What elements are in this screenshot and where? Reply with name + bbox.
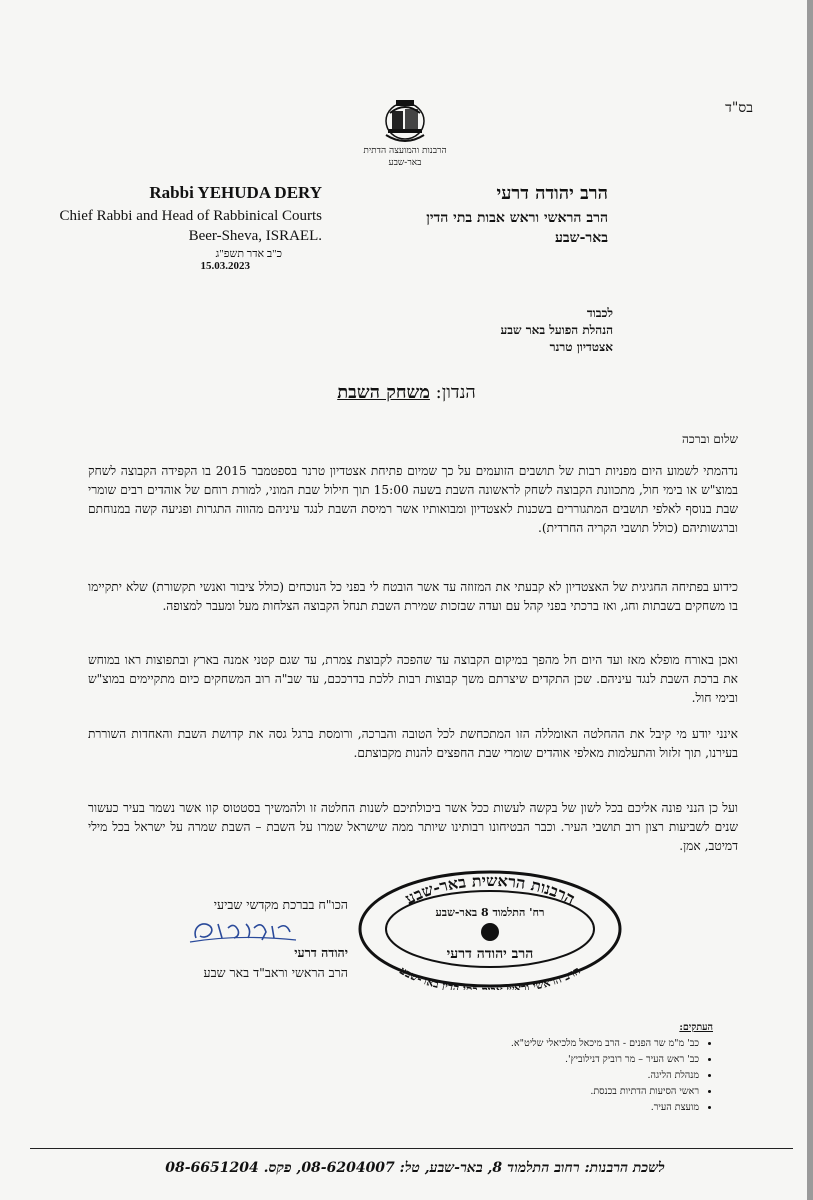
signature-title: הרב הראשי וראב"ד באר שבע [203,965,348,980]
english-city: Beer-Sheva, ISRAEL. [188,228,322,244]
copies-item: • ראשי הסיעות הדתיות בכנסת. [293,1084,699,1100]
addressee-line-3: אצטדיון טרנר [549,340,613,354]
scan-edge [807,0,813,1200]
hebrew-title: הרב הראשי וראש אבות בתי הדין [426,210,608,226]
hebrew-letterhead [308,183,608,248]
copies-title: העתקים: [679,1022,713,1033]
hebrew-name: הרב יהודה דרעי [496,183,608,204]
rabbinate-emblem [350,95,460,169]
handwritten-signature [188,914,298,946]
subject-prefix: הנדון: [435,382,476,403]
emblem-text-2: באר-שבע [388,158,422,168]
stamp-name: הרב יהודה דרעי [446,946,534,962]
english-name: Rabbi YEHUDA DERY [149,183,322,202]
svg-text:הרבנות הראשית באר-שבע [402,871,579,909]
emblem-text-1: הרבנות והמועצה הדתית [363,146,447,156]
stamp-emblem-icon [481,923,499,941]
footer-contact: לשכת הרבנות: רחוב התלמוד 8, באר-שבע, טל: 08-6204007, פקס. 08-6651204 [165,1160,665,1176]
bsd-mark: בס"ד [725,100,753,116]
gregorian-date: 15.03.2023 [200,260,250,272]
rabbinate-stamp [355,868,625,990]
emblem-icon [378,95,432,145]
stamp-address: רח' התלמוד 8 באר-שבע [435,906,545,919]
greeting: שלום וברכה [682,432,738,446]
body-paragraph-3: ואכן באורח מופלא מאז ועד היום חל מהפך במיקום הקבוצה עד שהפכה לקבוצת צמרת, עד שגם קטני אמנה בארץ ובתפוצות ראו במוחש את ברכת השבת לנגד עיניהם. שכן התקדים שיצרתם משך קבוצות רבות ללכת בדרככם, עד שב"ה רוב המשחקים כיום מתקיימים במוצ"ש ובימי חול. [88,653,738,705]
signature-closing: הכו"ח בברכת מקדשי שביעי [213,897,348,912]
signature-name: יהודה דרעי [294,945,348,960]
subject-line [0,382,813,403]
stamp-bottom-text: הרב הראשי וראש תי הדין באר-שבע [397,964,583,990]
addressee-block [293,305,613,356]
body-paragraph-5: ועל כן הנני פונה אליכם בכל לשון של בקשה לעשות ככל אשר ביכולתיכם לשנות החלטה זו ולהמשיך בסטטוס קוו אשר נשמר בעיר כעשור שנים לשביעות רצון רוב תושבי העיר. וכבר הבטיחונו רבותינו שיותר ממה שישראל שמרו על השבת – השבת שמרה על ישראל בכל מילי דמיטב, אמן. [88,801,738,853]
hebrew-city: באר-שבע [554,230,608,246]
addressee-line-1: לכבוד [586,306,613,320]
copies-item: • כב' מ"מ שר הפנים - הרב מיכאל מלכיאלי שליט"א. [293,1036,699,1052]
body-paragraph-4: אינני יודע מי קיבל את ההחלטה האומללה הזו המתכחשת לכל הטובה והברכה, ורומסת ברגל גסה את קדושת השבת והאחדות השוררת בעירנו, תוך זלזול והתעלמות מאלפי אוהדים שומרי שבת החפצים להנות מקבוצתם. [88,727,738,760]
copies-item: • מנהלת הליגה. [293,1068,699,1084]
body-paragraph-2: כידוע בפתיחה החגיגית של האצטדיון לא קבעתי את המזוזה עד אשר הובטח לי בפני כל הנוכחים (כולל ציבור ואנשי תקשורת) שלא יתקיימו בו משחקים בשבתות וחג, ואז ברכתי בפני קהל עם ועדה שבזכות שמירת השבת תנחל הקבוצה הצלחות מעל ומעבר למצופה. [88,580,738,613]
copies-list [293,1036,713,1116]
english-letterhead [32,183,322,272]
subject-title: משחק השבת [337,382,430,403]
stamp-top-text: הרבנות הראשית באר-שבע [401,870,579,909]
hebrew-date: כ"ב אדר תשפ"ג [215,248,282,260]
footer-divider [30,1148,793,1149]
body-paragraph-1: נדהמתי לשמוע היום מפניות רבות של תושבים הזועמים על כך שמיום פתיחת אצטדיון טרנר בספטמבר 2015 בו הקפידה הקבוצה לשחק במוצ"ש או בימי חול, מתכוונת הקבוצה לשחק לראשונה השבת בשעה 15:00 תוך חילול שבת המוני, למורת רוחם של אוהדים רבים שומרי שבת בנוסף לאלפי תושבים המתגוררים בשכנות לאצטדיון ומבואותיו אשר רמיסת השבת לנגד עיניהם מהווה התגרות ופגיעה קשה במנוחתם וברגשותיהם (כולל תושבי הקריה החרדית). [88,464,738,535]
copies-item: • כב' ראש העיר – מר רוביק דנילוביץ'. [293,1052,699,1068]
copies-block [293,1020,713,1116]
copies-item: • מועצת העיר. [293,1100,699,1116]
english-title: Chief Rabbi and Head of Rabbinical Courts [59,208,322,224]
addressee-line-2: הנהלת הפועל באר שבע [500,323,613,337]
